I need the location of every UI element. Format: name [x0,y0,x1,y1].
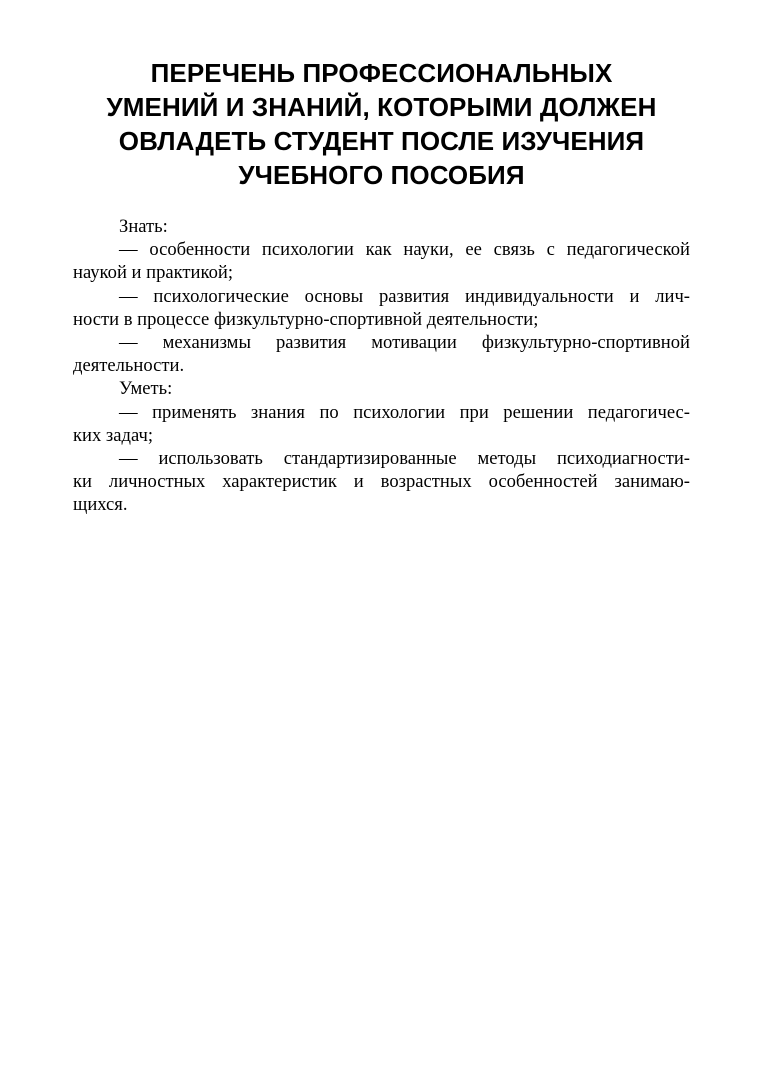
know-item-3 [73,331,690,377]
can-item-2-line-3: щихся. [73,494,128,516]
can-item-1 [73,401,690,447]
title-line: УЧЕБНОГО ПОСОБИЯ [238,160,525,190]
know-item-2-line-2: ности в процессе физкультурно-спортивной деятельности; [73,308,539,330]
can-item-2-line-2: ки личностных характеристик и возрастных особенностей занимаю- [73,471,690,493]
title-line: ОВЛАДЕТЬ СТУДЕНТ ПОСЛЕ ИЗУЧЕНИЯ [118,126,645,156]
can-item-1-line-2: ких задач; [73,424,154,446]
know-item-2-line-1: — психологические основы развития индивидуальности и лич- [119,285,690,307]
know-item-3-line-1: — механизмы развития мотивации физкультурно-спортивной [119,332,690,354]
title-line: УМЕНИЙ И ЗНАНИЙ, КОТОРЫМИ ДОЛЖЕН [106,92,657,122]
know-item-1 [73,238,690,284]
title-line: ПЕРЕЧЕНЬ ПРОФЕССИОНАЛЬНЫХ [150,58,613,88]
know-item-3-line-2: деятельности. [73,355,185,377]
know-item-1-line-2: наукой и практикой; [73,262,234,284]
can-item-2 [73,447,690,517]
can-heading: Уметь: [119,378,173,400]
know-item-2 [73,285,690,331]
can-item-1-line-1: — применять знания по психологии при решении педагогичес- [119,401,690,423]
body-text [73,215,690,517]
can-item-2-line-1: — использовать стандартизированные методы психодиагности- [119,448,690,470]
page-title [73,56,690,192]
know-item-1-line-1: — особенности психологии как науки, ее связь с педагогической [119,239,690,261]
know-heading: Знать: [119,216,168,237]
